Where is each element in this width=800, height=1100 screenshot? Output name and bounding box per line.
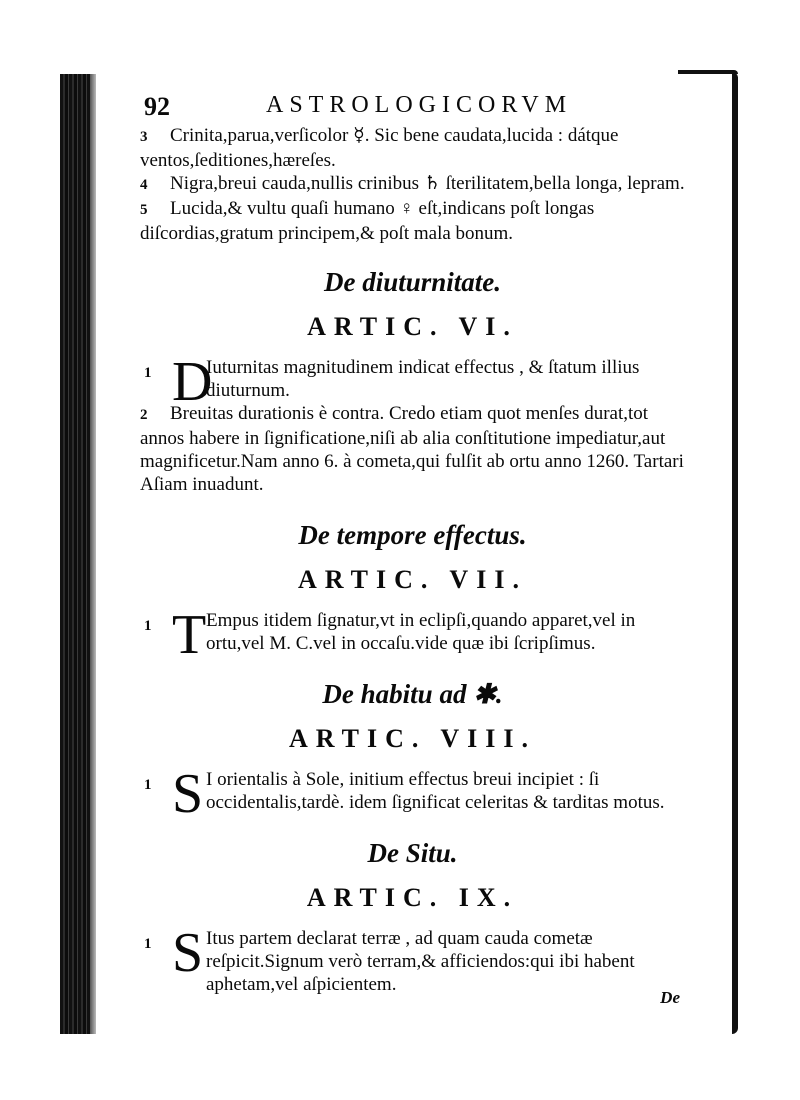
list-item	[140, 922, 685, 996]
page-number: 92	[144, 92, 170, 121]
item-number: 1	[144, 777, 152, 793]
list-item	[140, 763, 685, 825]
item-text: Itus partem declarat terræ , ad quam cauda cometæ reſpicit.Signum verò terram,& afficiendos:qui ibi habent aphetam,vel aſpicientem.	[206, 928, 635, 995]
drop-cap: S	[172, 922, 204, 984]
item-number: 2	[140, 407, 148, 423]
book-spine-edge	[60, 74, 90, 1034]
item-number: 3	[140, 129, 148, 145]
drop-cap: T	[172, 604, 207, 666]
item-text: Lucida,& vultu quaſi humano ♀ eſt,indicans poſt longas diſcordias,gratum principem,& poſt mala bonum.	[140, 198, 595, 244]
item-number: 1	[144, 618, 152, 634]
list-item	[140, 197, 685, 245]
list-item	[140, 604, 685, 666]
item-text: Iuturnitas magnitudinem indicat effectus , & ſtatum illius diuturnum.	[206, 357, 640, 401]
item-number: 1	[144, 936, 152, 952]
item-text: I orientalis à Sole, initium effectus breui incipiet : ſi occidentalis,tardè. idem ſignificat celeritas & tarditas motus.	[206, 769, 665, 813]
item-text: Crinita,parua,verſicolor ☿. Sic bene caudata,lucida : dátque ventos,ſeditiones,hæreſes.	[140, 125, 619, 171]
gutter-shadow	[90, 74, 96, 1034]
article-label: ARTIC. VIII.	[288, 724, 537, 753]
page-body	[140, 86, 685, 996]
item-number: 5	[140, 202, 148, 218]
list-item	[140, 402, 685, 496]
running-title: ASTROLOGICORVM	[266, 92, 573, 118]
item-text: Nigra,breui cauda,nullis crinibus ♄ ſterilitatem,bella longa, lepram.	[170, 173, 685, 194]
item-text: Empus itidem ſignatur,vt in eclipſi,quando apparet,vel in ortu,vel M. C.vel in occaſu.vide quæ ibi ſcripſimus.	[206, 610, 636, 654]
section-heading: De tempore effectus.	[298, 520, 527, 550]
section-heading: De diuturnitate.	[323, 267, 502, 297]
article-label: ARTIC. VI.	[307, 312, 518, 341]
running-head	[140, 86, 685, 124]
page-edge-right	[732, 72, 738, 1034]
article-label: ARTIC. VII.	[298, 565, 527, 594]
list-item	[140, 124, 685, 172]
item-number: 4	[140, 177, 148, 193]
article-label: ARTIC. IX.	[306, 883, 519, 912]
page-edge-top	[678, 70, 738, 74]
section-heading: De Situ.	[367, 838, 458, 868]
catchword: De	[660, 988, 680, 1007]
list-item	[140, 172, 685, 197]
list-item	[140, 351, 685, 413]
item-number: 1	[144, 365, 152, 381]
drop-cap: S	[172, 763, 204, 825]
drop-cap: D	[172, 351, 213, 413]
item-text: Breuitas durationis è contra. Credo etiam quot menſes durat,tot annos habere in ſignificatione,niſi ab alia conſtitutione impediatur,aut magnificetur.Nam anno 6. à cometa,qui fulſit ab ortu anno 1260. Tartari Aſiam inuadunt.	[140, 403, 684, 495]
section-heading: De habitu ad ✱.	[322, 679, 503, 709]
